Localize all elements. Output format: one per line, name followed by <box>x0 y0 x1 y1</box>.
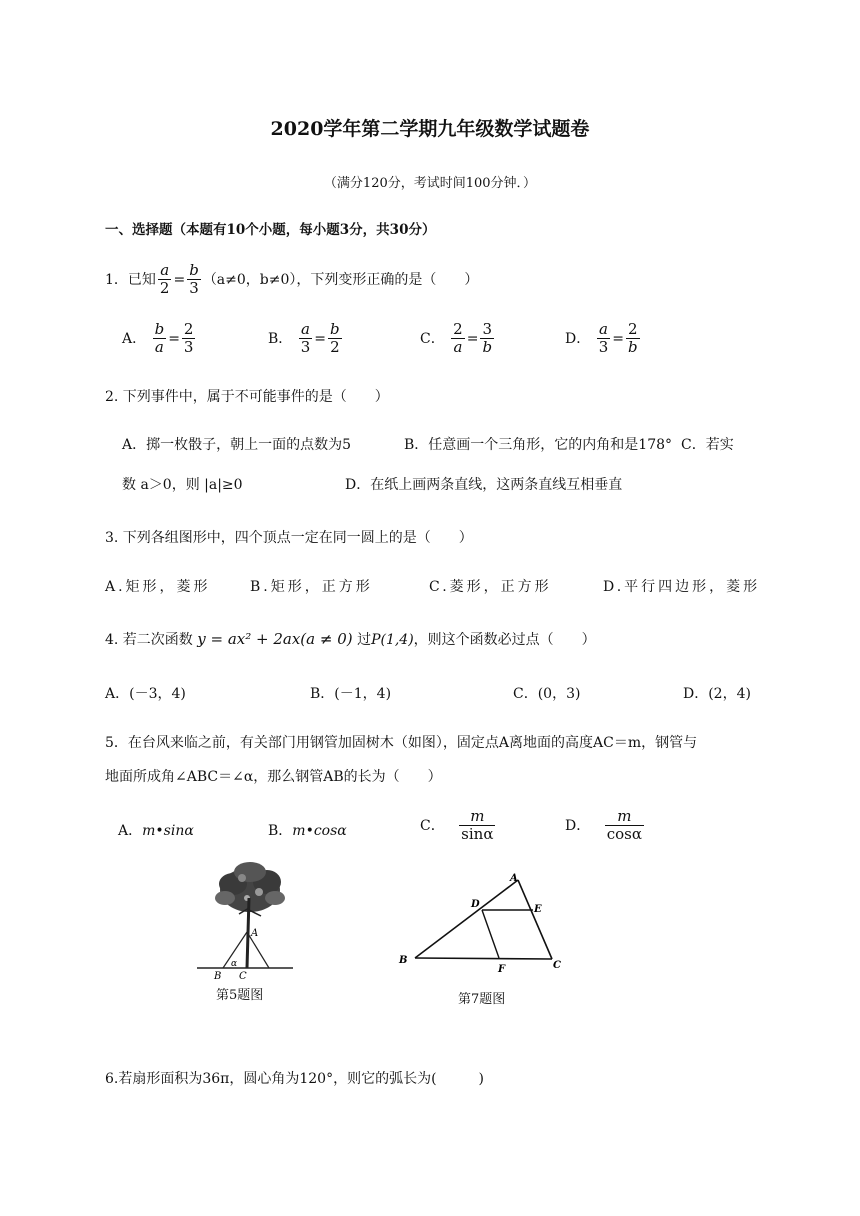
question-2: 2. 下列事件中，属于不可能事件的是（ ） <box>105 389 389 405</box>
equals-sign: = <box>173 271 186 288</box>
label-a: A <box>510 873 518 884</box>
q1-option-a: A． $\frac{b}{a}$ = $\frac{2}{3}$ <box>122 320 194 357</box>
q3-option-d: D.平行四边形，菱形 <box>603 579 761 595</box>
figure-5-tree <box>195 858 305 982</box>
question-number: 1． <box>105 271 128 288</box>
label-c: C <box>239 971 247 982</box>
q4-option-d: D．(2，4) <box>683 686 751 702</box>
page-title: 2020学年第二学期九年级数学试题卷 <box>270 118 590 140</box>
q4-option-a: A．(－3，4) <box>105 686 186 702</box>
q1-option-b: B． $\frac{a}{3}$ = $\frac{b}{2}$ <box>268 320 340 357</box>
q3-option-c: C.菱形，正方形 <box>429 579 552 595</box>
question-3: 3. 下列各组图形中，四个顶点一定在同一圆上的是（ ） <box>105 530 473 546</box>
q5-option-b: B．m•cosα <box>268 823 347 839</box>
label-c: C <box>553 960 561 971</box>
label-b: B <box>214 971 222 982</box>
label-alpha: α <box>231 959 238 969</box>
label-f: F <box>498 964 506 975</box>
question-6: 6.若扇形面积为36π，圆心角为120°，则它的弧长为( ) <box>105 1071 485 1087</box>
q5-option-d: D． $\frac{m}{\cos\alpha}$ <box>565 807 642 844</box>
label-e: E <box>534 904 542 915</box>
q1-option-d: D． $\frac{a}{3}$ = $\frac{2}{b}$ <box>565 320 638 357</box>
figure-5-caption: 第5题图 <box>216 988 264 1003</box>
triangle-abc <box>415 880 552 959</box>
q2-option-c-cont: 数 a＞0，则 |a|≥0 <box>122 477 243 493</box>
point-p: P(1,4) <box>371 632 414 648</box>
q1-option-c: C． $\frac{2}{a}$ = $\frac{3}{b}$ <box>420 320 493 357</box>
question-text: （a≠0，b≠0），下列变形正确的是（ ） <box>202 271 479 288</box>
question-1 <box>105 262 478 298</box>
figure-7-triangle <box>395 866 575 976</box>
question-5-line1: 5．在台风来临之前，有关部门用钢管加固树木（如图），固定点A离地面的高度AC＝m，钢管与 <box>105 735 698 751</box>
q3-option-a: A.矩形，菱形 <box>105 579 211 595</box>
label-d: D <box>471 899 480 910</box>
q2-option-a: A．掷一枚骰子，朝上一面的点数为5 <box>122 437 352 453</box>
figure-7-caption: 第7题图 <box>458 992 506 1007</box>
label-a: A <box>251 928 259 939</box>
inner-segments <box>482 910 533 958</box>
q4-option-c: C．(0，3) <box>513 686 581 702</box>
question-4: 4. 若二次函数 y = ax² + 2ax(a ≠ 0) 过P(1,4)，则这个函数必过点（ ） <box>105 630 596 648</box>
section-heading: 一、选择题（本题有10个小题，每小题3分，共30分） <box>105 222 436 238</box>
q5-option-c: C． $\frac{m}{\sin\alpha}$ <box>420 807 494 844</box>
label-b: B <box>399 955 408 966</box>
q2-option-d: D．在纸上画两条直线，这两条直线互相垂直 <box>345 477 623 493</box>
question-5-line2: 地面所成角∠ABC＝∠α，那么钢管AB的长为（ ） <box>105 769 442 785</box>
fraction: $\frac{b}{3}$ <box>189 261 199 298</box>
q4-option-b: B．(－1，4) <box>310 686 392 702</box>
fraction: $\frac{a}{2}$ <box>159 261 170 298</box>
q5-option-a: A．m•sinα <box>118 823 194 839</box>
exam-info: （满分120分，考试时间100分钟．） <box>323 176 537 191</box>
question-prefix: 已知 <box>127 271 156 288</box>
quadratic-formula: y = ax² + 2ax(a ≠ 0) <box>197 630 353 648</box>
q3-option-b: B.矩形，正方形 <box>250 579 373 595</box>
q2-option-c: C．若实 <box>681 437 734 453</box>
q2-option-b: B．任意画一个三角形，它的内角和是178° <box>404 437 673 453</box>
